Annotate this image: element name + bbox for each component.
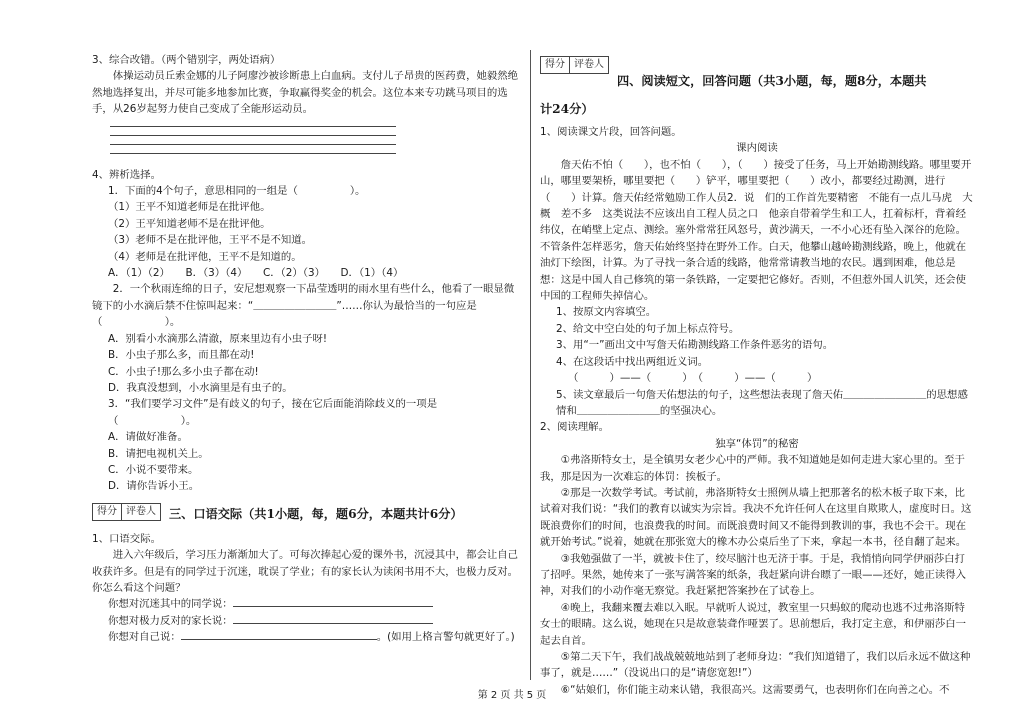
r1-title: 1、阅读课文片段，回答问题。 — [540, 126, 682, 138]
answer-line-3[interactable] — [110, 144, 396, 145]
oral-q3: 你想对自己说： 。(如用上格言警句就更好了。) — [108, 631, 515, 644]
q4-2-stem: 2．一个秋雨连绵的日子，安尼想观察一下晶莹透明的雨水里有些什么，他看了一眼显微镜下的小水滴后禁不住惊叫起来：“＿＿＿＿＿＿＿＿”……你认为最恰当的一句应是（ ）。 — [92, 283, 515, 329]
page-footer: 第 2 页 共 5 页 — [477, 690, 547, 701]
q4-2-option: D．我真没想到，小水滴里是有虫子的。 — [108, 381, 293, 394]
score-label: 得分 — [545, 59, 565, 70]
oral-q1: 你想对沉迷其中的同学说： — [92, 596, 522, 612]
answer-line-1[interactable] — [110, 126, 396, 127]
q3-text: 体操运动员丘索金娜的儿子阿廖沙被诊断患上白血病。支付儿子昂贵的医药费，她毅然绝然地选择复出，并尽可能多地参加比赛，争取赢得奖金的机会。这位本来专功跳马项目的选手，从26岁起努力使自己变成了全能形运动员。 — [92, 70, 519, 116]
q4-1-option: （1）王平不知道老师是在批评他。 — [108, 201, 271, 214]
r2-paragraph: ⑥“姑娘们，你们能主动来认错，我很高兴。这需要勇气，也表明你们在向善之心。不 — [560, 683, 950, 696]
section-3-title: 三、口语交际（共1小题，每，题6分，本题共计6分） — [169, 506, 463, 521]
r1-passage: 詹天佑不怕（ ），也不怕（ ），（ ）接受了任务，马上开始勘测线路。哪里要开山，哪里要架桥，哪里要把（ ）铲平，哪里要把（ ）改小，都要经过勘测，进行（ ）计算。詹天佑经常勉励工作人员2．说 们的工作首先要精密 不能有一点儿马虎 大概 差不多 这类说法不应该出自工程人员之口 他亲自带着学生和工人，扛着标杆，背着经纬仪，在峭壁上定点、测绘。塞外常常狂风怒号，黄沙满天，一不小心还有坠入深谷的危险。不管条件怎样恶劣，詹天佑始终坚持在野外工作。白天，他攀山越岭勘测线路，晚上，他就在油灯下绘图，计算。为了寻找一条合适的线路，他常常请教当地的农民。遇到困难，他总是想：这是中国人自己修筑的第一条铁路，一定要把它修好。否则，不但惹外国人讥笑，还会使中国的工程师失掉信心。 — [540, 158, 973, 303]
r2-title: 2、阅读理解。 — [540, 421, 609, 434]
score-label: 得分 — [97, 505, 117, 517]
q4-3-option: A．请做好准备。 — [108, 431, 188, 444]
score-box — [540, 56, 609, 74]
q4-2-option: A．别看小水滴那么清澈，原来里边有小虫子呀! — [108, 332, 328, 345]
q4-2-option: C．小虫子!那么多小虫子都在动! — [108, 365, 259, 378]
r2-paragraph: ②那是一次数学考试。考试前，弗洛斯特女士照例从墙上把那著名的松木板子取下来，比试着对我们说：“我们的教育以诚实为宗旨。我决不允许任何人在这里自欺欺人，虚度时日。这既浪费你们的时间，也浪费我的时间。而既浪费时间又不能得到教训的事，我也不会干。现在就开始考试。”说着，她就在那张宽大的橡木办公桌后坐了下来，拿起一本书，径自翻了起来。 — [540, 486, 972, 549]
r2-center-title: 独享“体罚”的秘密 — [715, 437, 799, 450]
q4-3-option: D．请你告诉小王。 — [108, 480, 200, 493]
q4-2-option: B．小虫子那么多，而且都在动! — [108, 349, 255, 362]
r1-q5: 5、读文章最后一句詹天佑想法的句子，这些想法表现了詹天佑＿＿＿＿＿＿＿＿的思想感情和＿＿＿＿＿＿＿＿的坚强决心。 — [556, 388, 968, 417]
q4-3-option: B．请把电视机关上。 — [108, 447, 209, 460]
section-4-header — [540, 56, 974, 92]
oral-q2: 你想对极力反对的家长说： — [92, 613, 522, 629]
oral-q3-answer-line[interactable] — [181, 629, 377, 640]
r1-question: 4、在这段话中找出两组近义词。 — [556, 355, 709, 368]
right-column — [540, 54, 974, 698]
oral-q2-answer-line[interactable] — [233, 613, 433, 624]
q4-1-stem: 1．下面的4个句子，意思相同的一组是（ ）。 — [108, 185, 366, 198]
r1-q4-blanks[interactable]: （ ）——（ ） （ ）——（ ） — [568, 372, 818, 385]
answer-line-2[interactable] — [110, 135, 396, 136]
r1-question: 1、按原文内容填空。 — [556, 306, 657, 319]
column-divider — [530, 50, 531, 680]
oral-q1-answer-line[interactable] — [233, 596, 433, 607]
q4-1-option: （4）老师是在批评他，王平不是知道的。 — [108, 250, 302, 263]
section-4-title: 四、阅读短文，回答问题（共3小题，每，题8分，本题共 — [617, 74, 927, 88]
r1-question: 2、给文中空白处的句子加上标点符号。 — [556, 322, 740, 335]
r2-paragraph: ③我勉强做了一半，就被卡住了，绞尽脑汁也无济于事。于是，我悄悄向同学伊丽莎白打了招呼。果然，她传来了一张写满答案的纸条，我赶紧向讲台瞟了一眼——还好，她正读得入神，对我们的小动作毫无察觉。我赶紧把答案抄在了试卷上。 — [540, 552, 967, 598]
q4-title: 4、辨析选择。 — [92, 168, 161, 181]
answer-line-4[interactable] — [110, 153, 396, 154]
section-3-header — [92, 503, 522, 525]
r2-paragraph: ①弗洛斯特女士，是全镇男女老少心中的严师。我不知道她是如何走进大家心里的。至于我，那是因为一次难忘的体罚：挨板子。 — [540, 454, 965, 483]
q4-1-option: （2）王平知道老师不是在批评他。 — [108, 217, 271, 230]
r1-center-title: 课内阅读 — [736, 142, 778, 155]
r2-paragraph: ④晚上，我翻来覆去难以入眠。早就听人说过，教室里一只蚂蚁的爬动也逃不过弗洛斯特女士的眼睛。这么说，她现在只是故意装聋作哑罢了。思前想后，我打定主意，和伊丽莎白一起去自首。 — [540, 601, 967, 647]
r2-paragraph: ⑤第二天下午，我们战战兢兢地站到了老师身边：“我们知道错了，我们以后永远不做这种事了，就是……”（没说出口的是“请您宽恕!”） — [540, 651, 971, 680]
q4-3-option: C．小说不要带来。 — [108, 463, 199, 476]
q4-3-stem: 3．“我们要学习文件”是有歧义的句子，接在它后面能消除歧义的一项是（ ）。 — [108, 398, 438, 427]
oral-title: 1、口语交际。 — [92, 532, 161, 545]
oral-text: 进入六年级后，学习压力渐渐加大了。可每次捧起心爱的课外书，沉浸其中，都会让自己收获许多。但是有的同学过于沉迷，耽误了学业；有的家长认为读闲书用不大，也极力反对。你怎么看这个问题？ — [92, 549, 519, 594]
grader-label: 评卷人 — [569, 57, 608, 73]
r1-question: 3、用“一”画出文中写詹天佑勘测线路工作条件恶劣的语句。 — [556, 339, 834, 352]
left-column — [92, 52, 522, 646]
section-4-title-cont: 计24分） — [540, 102, 594, 116]
q3-title: 3、综合改错。（两个错别字，两处语病） — [92, 54, 281, 66]
q4-1-option: （3）老师不是在批评他，王平不是不知道。 — [108, 234, 313, 247]
score-box — [92, 503, 161, 521]
grader-label: 评卷人 — [121, 504, 160, 520]
q4-1-choices: A．（1）（2） B．（3）（4） C．（2）（3） D．（1）（4） — [108, 267, 404, 280]
